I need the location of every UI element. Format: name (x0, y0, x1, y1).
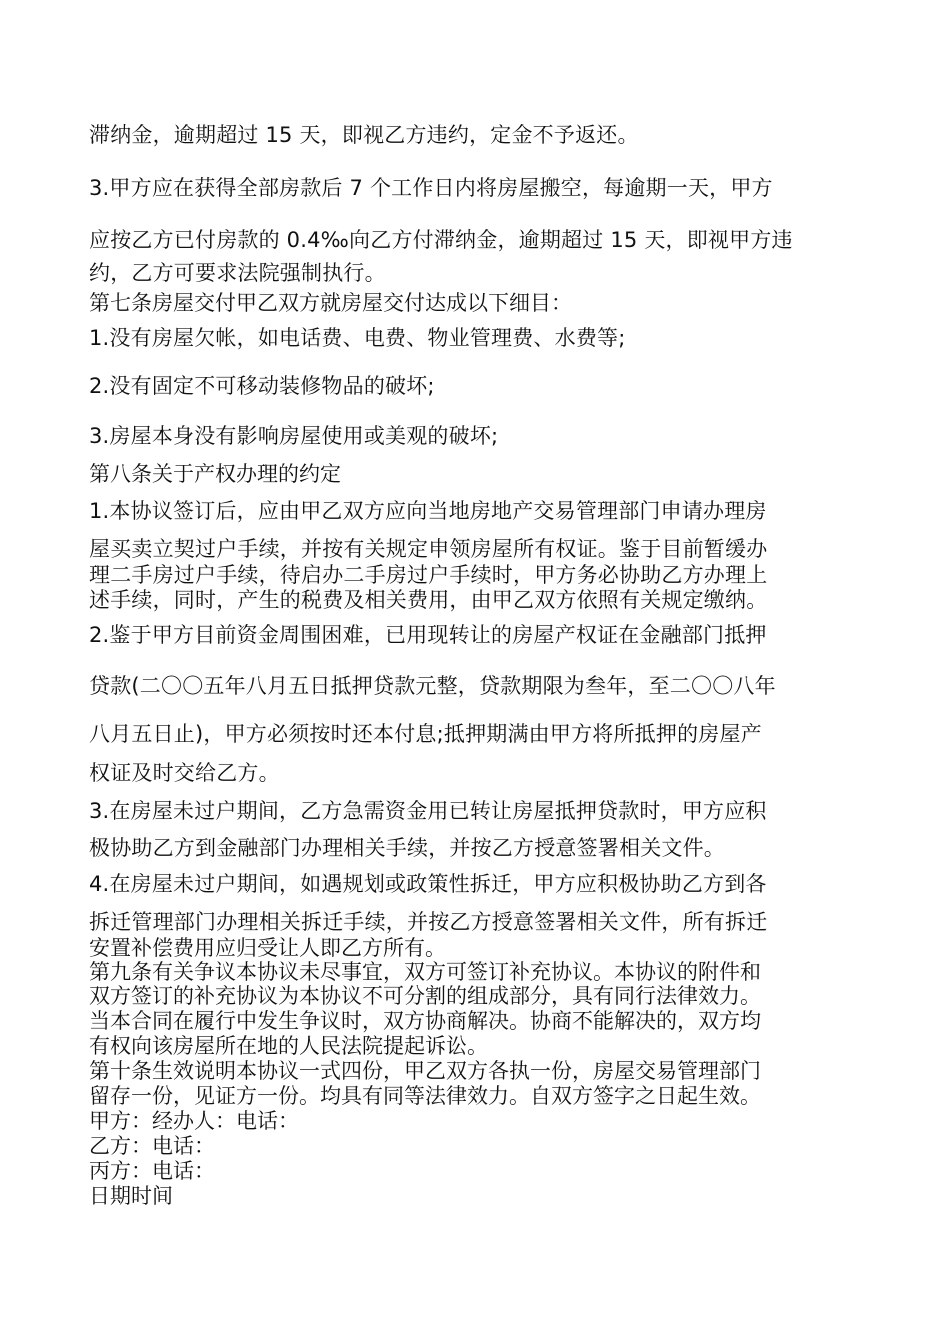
text-line: 当本合同在履行中发生争议时，双方协商解决。协商不能解决的，双方均 (89, 1009, 761, 1033)
signature-line-party-b: 乙方：电话： (89, 1134, 215, 1158)
text-line: 述手续，同时，产生的税费及相关费用，由甲乙双方依照有关规定缴纳。 (89, 588, 768, 612)
text-line: 2.鉴于甲方目前资金周围困难，已用现转让的房屋产权证在金融部门抵押 (89, 623, 767, 647)
text-line: 安置补偿费用应归受让人即乙方所有。 (89, 936, 446, 960)
text-line: 2.没有固定不可移动装修物品的破坏; (89, 374, 435, 398)
text-line: 拆迁管理部门办理相关拆迁手续，并按乙方授意签署相关文件，所有拆迁 (89, 910, 768, 934)
text-line: 贷款(二〇〇五年八月五日抵押贷款元整，贷款期限为叁年，至二〇〇八年 (89, 674, 776, 698)
text-line: 理二手房过户手续，待启办二手房过户手续时，甲方务必协助乙方办理上 (89, 563, 768, 587)
text-line: 3.房屋本身没有影响房屋使用或美观的破坏; (89, 424, 499, 448)
text-line: 极协助乙方到金融部门办理相关手续，并按乙方授意签署相关文件。 (89, 836, 725, 860)
text-line: 权证及时交给乙方。 (89, 761, 280, 785)
text-line: 应按乙方已付房款的 0.4‰向乙方付滞纳金，逾期超过 15 天，即视甲方违 (89, 228, 793, 252)
section-heading: 第七条房屋交付甲乙双方就房屋交付达成以下细目： (89, 291, 572, 315)
text-line: 八月五日止)，甲方必须按时还本付息;抵押期满由甲方将所抵押的房屋产 (89, 722, 762, 746)
section-paragraph: 第九条有关争议本协议未尽事宜，双方可签订补充协议。本协议的附件和 (89, 960, 761, 984)
signature-line-party-c: 丙方：电话： (89, 1159, 215, 1183)
text-line: 约，乙方可要求法院强制执行。 (89, 261, 386, 285)
section-paragraph: 第十条生效说明本协议一式四份，甲乙双方各执一份，房屋交易管理部门 (89, 1059, 761, 1083)
text-line: 3.在房屋未过户期间，乙方急需资金用已转让房屋抵押贷款时，甲方应积 (89, 799, 767, 823)
section-heading: 第八条关于产权办理的约定 (89, 462, 341, 486)
signature-line-party-a: 甲方：经办人：电话： (89, 1109, 299, 1133)
text-line: 屋买卖立契过户手续，并按有关规定申领房屋所有权证。鉴于目前暂缓办 (89, 537, 768, 561)
text-line: 4.在房屋未过户期间，如遇规划或政策性拆迁，甲方应积极协助乙方到各 (89, 872, 767, 896)
text-line: 滞纳金，逾期超过 15 天，即视乙方违约，定金不予返还。 (89, 123, 639, 147)
text-line: 双方签订的补充协议为本协议不可分割的组成部分，具有同行法律效力。 (89, 984, 761, 1008)
text-line: 1.本协议签订后，应由甲乙双方应向当地房地产交易管理部门申请办理房 (89, 499, 767, 523)
text-line: 有权向该房屋所在地的人民法院提起诉讼。 (89, 1034, 488, 1058)
text-line: 3.甲方应在获得全部房款后 7 个工作日内将房屋搬空，每逾期一天，甲方 (89, 176, 773, 200)
text-line: 留存一份，见证方一份。均具有同等法律效力。自双方签字之日起生效。 (89, 1084, 761, 1108)
date-line: 日期时间 (89, 1184, 173, 1208)
text-line: 1.没有房屋欠帐，如电话费、电费、物业管理费、水费等; (89, 326, 626, 350)
